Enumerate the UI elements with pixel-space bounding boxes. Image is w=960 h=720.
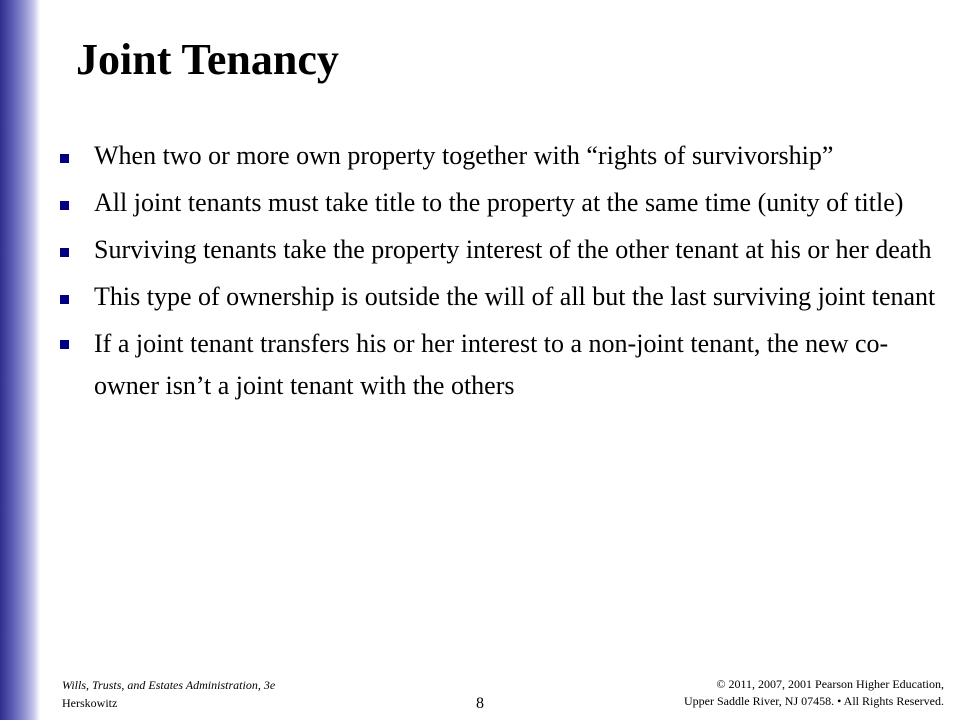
bullet-text: When two or more own property together with “rights of survivorship” (94, 141, 834, 170)
bullet-text: This type of ownership is outside the will of all but the last surviving joint tenant (94, 282, 936, 311)
bullet-text: All joint tenants must take title to the property at the same time (unity of title) (94, 188, 904, 217)
footer-author: Herskowitz (62, 696, 118, 710)
side-gradient-band (0, 0, 40, 720)
bullet-item (60, 184, 940, 221)
square-bullet-icon (60, 248, 69, 257)
copyright-line: © 2011, 2007, 2001 Pearson Higher Education, (716, 677, 944, 691)
square-bullet-icon (60, 154, 69, 163)
bullet-item (60, 231, 940, 268)
slide-title: Joint Tenancy (76, 35, 339, 84)
bullet-text: Surviving tenants take the property interest of the other tenant at his or her death (94, 235, 932, 264)
bullet-list (60, 137, 940, 417)
square-bullet-icon (60, 295, 69, 304)
square-bullet-icon (60, 340, 69, 349)
copyright-line: Upper Saddle River, NJ 07458. • All Rights Reserved. (683, 694, 944, 708)
bullet-item (60, 278, 940, 315)
square-bullet-icon (60, 201, 69, 210)
page-number: 8 (476, 695, 484, 712)
copyright-notice (624, 676, 944, 710)
footer-book-title: Wills, Trusts, and Estates Administration, 3e (62, 678, 276, 692)
bullet-item (60, 323, 940, 407)
bullet-text: If a joint tenant transfers his or her interest to a non-joint tenant, the new co-owner isn’t a joint tenant with the others (94, 329, 889, 400)
bullet-item (60, 137, 940, 174)
